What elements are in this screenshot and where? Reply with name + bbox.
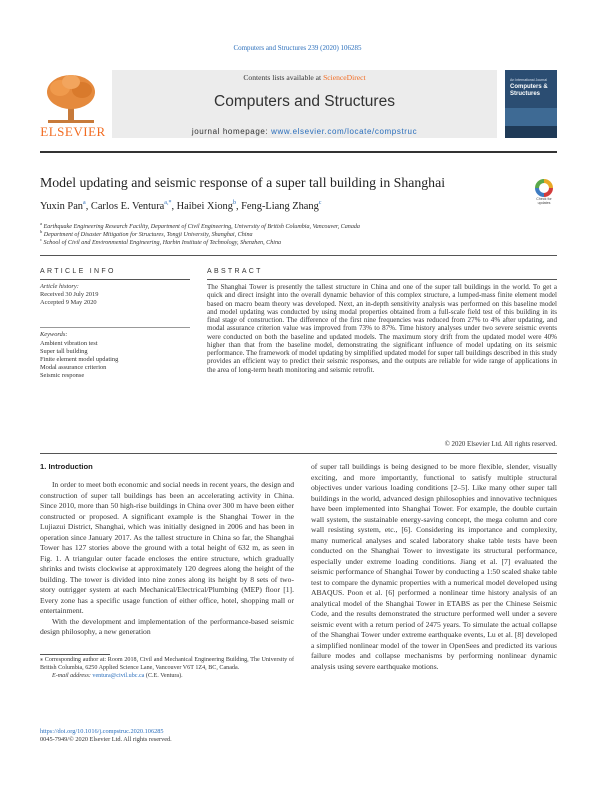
- keyword-item: Modal assurance criterion: [40, 364, 107, 371]
- affiliation: $^c$ School of Civil and Environmental Engineering, Harbin Institute of Technology, Shenzhen, China: [40, 237, 282, 247]
- author-name[interactable]: Haibei Xiong: [176, 201, 233, 212]
- elsevier-wordmark: ELSEVIER: [40, 124, 106, 139]
- homepage-link[interactable]: www.elsevier.com/locate/compstruc: [271, 127, 418, 136]
- keywords-rule: [40, 327, 190, 328]
- header-divider: [40, 151, 557, 153]
- keywords-label: Keywords:: [40, 331, 68, 338]
- check-updates-label: Check for updates: [536, 197, 552, 205]
- affiliation-divider: [40, 255, 557, 256]
- received-date: Received 30 July 2019: [40, 291, 99, 298]
- cover-strip: [505, 126, 557, 138]
- check-for-updates-badge[interactable]: [531, 179, 557, 205]
- doi-link[interactable]: https://doi.org/10.1016/j.compstruc.2020.106285: [40, 728, 164, 735]
- author-affiliation-marker[interactable]: a,*: [164, 200, 172, 206]
- abstract-heading: ABSTRACT: [207, 268, 263, 275]
- contents-available-line: [112, 73, 497, 82]
- article-title: Model updating and seismic response of a super tall building in Shanghai: [40, 175, 446, 190]
- corresponding-author-footnote: [40, 657, 294, 680]
- journal-cover-thumbnail: [505, 70, 557, 138]
- paragraph: In order to meet both economic and social needs in recent years, the design and construction of super tall buildings has been an accelerating activity in China. Since 2010, more than 50 high-rise buildings in China over 300 m have been either constructed or proposed. A significant example is the Shanghai Tower in the Lujiazui District, Shanghai, which was initially designed in 2006 and has been in operation since January 2017. As the tallest structure in China so far, the Shanghai Tower has 127 stories above the ground with a total height of 632 m, as seen in Fig. 1. A triangular outer facade encloses the entire structure, which gradually shrinks and twists clockwise at approximately 120 degrees along the height of the building. The tower is divided into nine zones along its height by 8 sets of two-story outrigger system at each Mechanical/Electrical/Plumbing (MEP) floor [1]. Every zone has a specific usage function of either office, hotel, shopping mall or entertainment.: [40, 480, 294, 615]
- article-info-heading: ARTICLE INFO: [40, 268, 116, 275]
- paragraph: With the development and implementation of the performance-based seismic design philosophy, a new generation: [40, 616, 294, 636]
- cover-title: Computers & Structures: [510, 84, 548, 97]
- doi-block: [40, 728, 172, 744]
- author-name[interactable]: Yuxin Pan: [40, 201, 84, 212]
- keyword-item: Finite element model updating: [40, 356, 119, 363]
- sciencedirect-link[interactable]: ScienceDirect: [323, 73, 366, 82]
- abstract-copyright: © 2020 Elsevier Ltd. All rights reserved.: [444, 441, 557, 448]
- accepted-date: Accepted 9 May 2020: [40, 299, 97, 306]
- email-line: E-mail address: ventura@civil.ubc.ca (C.E. Ventura).: [52, 672, 183, 679]
- keyword-item: Seismic response: [40, 372, 85, 379]
- abstract-text: The Shanghai Tower is presently the tallest structure in China and one of the super tall buildings in the world. To get a quick and direct insight into the overall dynamic behavior of this complex structure, a lumped-mass finite element model based on macro beam theory was developed. Next, an in-depth sensitivity analysis was performed on this baseline model and model updating was conducted by using modal properties obtained from a full-scale field test of this building in its final stage of construction. The difference of the first nine frequencies was reduced from 27% to 4% after updating, and modal assurance criterion value was improved from 73% to 87%. Time history analyses under two severe seismic events were conducted on both the baseline and updated models. The maximum story drift from the updated model were 40% higher than that from the baseline model, demonstrating the significant influence of model updating on its seismic performance. The framework of model updating by simplified updated model for super tall buildings described in this study provides an efficient way to predict their seismic responses, and the outputs are reliable for wide range of applications in the area of long-term heath monitoring and seismic retrofit.: [207, 283, 557, 374]
- section-heading-introduction: 1. Introduction: [40, 462, 93, 471]
- paragraph: of super tall buildings is being designed to be more flexible, slender, visually exciting, and more importantly, functional to satisfy multiple structural objectives under various loading conditions [2–5]. Like many other super tall buildings in the world, advanced design philosophies and innovative techniques have been implemented into Shanghai Tower. For example, the double curtain wall system, the sustainable energy-saving concept, the mega column and core wall resisting system, etc., [6]. Considering its importance and complexity, many numerical analyses and scaled laboratory shake table tests have been conducted on the Shanghai Tower to investigate its structural performance, especially under extreme loading conditions. Jiang et al. [7] evaluated the seismic performance of Shanghai Tower by conducting a 1:50 scaled shake table test to compare the dynamic properties with a numerical model developed using ABAQUS. Poon et al. [6] performed a nonlinear time history analysis of an analytical model of the Shanghai Tower in ETABS as per the Chinese Seismic Code, and the results demonstrated the structure performed well under a severe seismic event with a return period of 2475 years. To simulate the actual collapse of the Shanghai Tower under extreme earthquake events, Lu et al. [8] developed a simplified nonlinear model of the tower in OpenSees and predicted its various failure modes and collapse mechanisms by performing nonlinear dynamic analysis using severe earthquake motions.: [311, 462, 557, 671]
- abstract-bottom-rule: [40, 453, 557, 454]
- journal-homepage: [112, 127, 497, 136]
- right-column: [311, 462, 557, 672]
- email-link[interactable]: ventura@civil.ubc.ca: [92, 672, 145, 679]
- keyword-item: Ambient vibration test: [40, 340, 98, 347]
- corresponding-author-text: ⁎ Corresponding author at: Room 2018, Civil and Mechanical Engineering Building, The University of British Columbia, 6250 Applied Science Lane, Vancouver V6T 1Z4, BC, Canada.: [40, 657, 294, 671]
- author-name[interactable]: Feng-Liang Zhang: [241, 201, 319, 212]
- issn-line: 0045-7949/© 2020 Elsevier Ltd. All rights reserved.: [40, 736, 172, 743]
- article-history-label: Article history:: [40, 283, 79, 290]
- cover-band: [505, 108, 557, 126]
- author-affiliation-marker[interactable]: a: [83, 200, 86, 206]
- author-affiliation-marker[interactable]: b: [232, 200, 236, 206]
- footnote-rule: [40, 654, 110, 655]
- left-column: [40, 480, 294, 638]
- journal-title: Computers and Structures: [214, 93, 395, 110]
- cover-small-text: An International Journal: [510, 78, 547, 82]
- author-list: Yuxin Pan$^a$, Carlos E. Ventura$^{a,*}$, Haibei Xiong$^b$, Feng-Liang Zhang$^c$: [40, 200, 322, 212]
- affiliation: $^a$ Earthquake Engineering Research Facility, Department of Civil Engineering, University of British Columbia, Vancouver, Canada: [40, 221, 360, 231]
- author-affiliation-marker[interactable]: c: [318, 200, 322, 206]
- contents-prefix: Contents lists available at: [243, 73, 324, 82]
- article-info-rule: [40, 279, 190, 280]
- homepage-prefix: journal homepage:: [191, 127, 272, 136]
- journal-reference[interactable]: Computers and Structures 239 (2020) 106285: [233, 44, 362, 52]
- abstract-rule: [207, 279, 557, 280]
- keyword-item: Super tall building: [40, 348, 88, 355]
- author-name[interactable]: Carlos E. Ventura: [90, 201, 165, 212]
- affiliation: $^b$ Department of Disaster Mitigation for Structures, Tongji University, Shanghai, China: [40, 229, 253, 239]
